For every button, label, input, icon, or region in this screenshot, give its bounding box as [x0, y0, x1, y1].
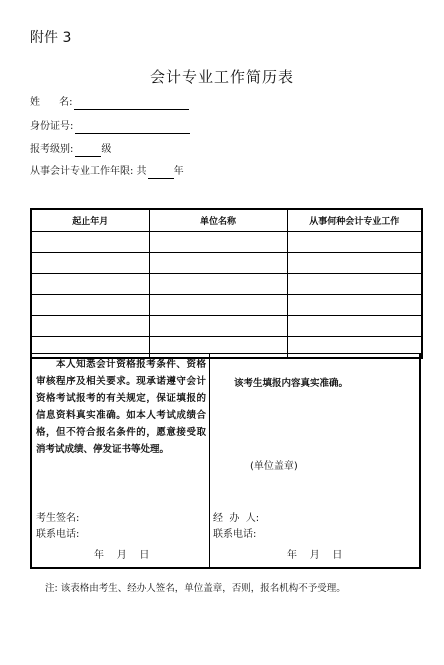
- footer-note: 注: 该表格由考生、经办人签名，单位盖章，否则，报名机构不予受理。: [45, 583, 346, 594]
- table-row: [31, 253, 422, 274]
- table-cell[interactable]: [287, 295, 422, 316]
- declaration-section: [30, 353, 421, 569]
- years-suffix: 年: [173, 166, 184, 177]
- section-divider: [209, 354, 210, 567]
- table-cell[interactable]: [31, 232, 149, 253]
- table-cell[interactable]: [149, 316, 287, 337]
- table-cell[interactable]: [149, 274, 287, 295]
- table-row: [31, 295, 422, 316]
- header-period: 起止年月: [31, 209, 149, 232]
- header-work: 从事何种会计专业工作: [287, 209, 422, 232]
- years-label: 从事会计专业工作年限: 共: [30, 166, 147, 177]
- name-blank[interactable]: [74, 98, 189, 110]
- work-history-table: [30, 208, 423, 359]
- candidate-signature-block: [36, 511, 79, 543]
- level-label: 报考级别:: [30, 144, 74, 155]
- candidate-phone-label[interactable]: 联系电话:: [36, 529, 80, 540]
- header-unit: 单位名称: [149, 209, 287, 232]
- level-field[interactable]: [30, 143, 111, 157]
- handler-signature-label[interactable]: 经 办 人:: [213, 513, 260, 524]
- table-row: [31, 274, 422, 295]
- name-field[interactable]: [30, 96, 189, 110]
- id-blank[interactable]: [75, 122, 190, 134]
- id-label: 身份证号:: [30, 121, 74, 132]
- name-label: 姓 名:: [30, 97, 73, 108]
- id-field[interactable]: [30, 120, 190, 134]
- years-blank[interactable]: [148, 167, 174, 179]
- table-cell[interactable]: [149, 232, 287, 253]
- table-cell[interactable]: [31, 316, 149, 337]
- table-cell[interactable]: [287, 232, 422, 253]
- form-title: 会计专业工作简历表: [149, 68, 294, 86]
- unit-confirmation: 该考生填报内容真实准确。: [234, 378, 349, 389]
- table-cell[interactable]: [287, 316, 422, 337]
- handler-phone-label[interactable]: 联系电话:: [213, 529, 257, 540]
- candidate-signature-label[interactable]: 考生签名:: [36, 513, 80, 524]
- unit-stamp-label: (单位盖章): [250, 461, 298, 472]
- table-cell[interactable]: [31, 295, 149, 316]
- level-blank[interactable]: [75, 145, 101, 157]
- table-cell[interactable]: [287, 274, 422, 295]
- table-header-row: [31, 209, 422, 232]
- table-cell[interactable]: [149, 253, 287, 274]
- table-row: [31, 232, 422, 253]
- years-field[interactable]: [30, 165, 184, 179]
- handler-date: 年 月 日: [287, 550, 343, 561]
- attachment-label: 附件 3: [30, 30, 72, 46]
- table-cell[interactable]: [287, 253, 422, 274]
- table-cell[interactable]: [31, 274, 149, 295]
- table-row: [31, 316, 422, 337]
- table-cell[interactable]: [149, 295, 287, 316]
- candidate-declaration: 本人知悉会计资格报考条件、资格审核程序及相关要求。现承诺遵守会计资格考试报考的有关规定，保证填报的信息资料真实准确。如本人考试成绩合格，但不符合报名条件的，愿意接受取消考试成绩、停发证书等处理。: [36, 359, 206, 455]
- candidate-date: 年 月 日: [94, 550, 150, 561]
- table-cell[interactable]: [31, 253, 149, 274]
- level-suffix: 级: [101, 144, 112, 155]
- handler-signature-block: [213, 511, 259, 543]
